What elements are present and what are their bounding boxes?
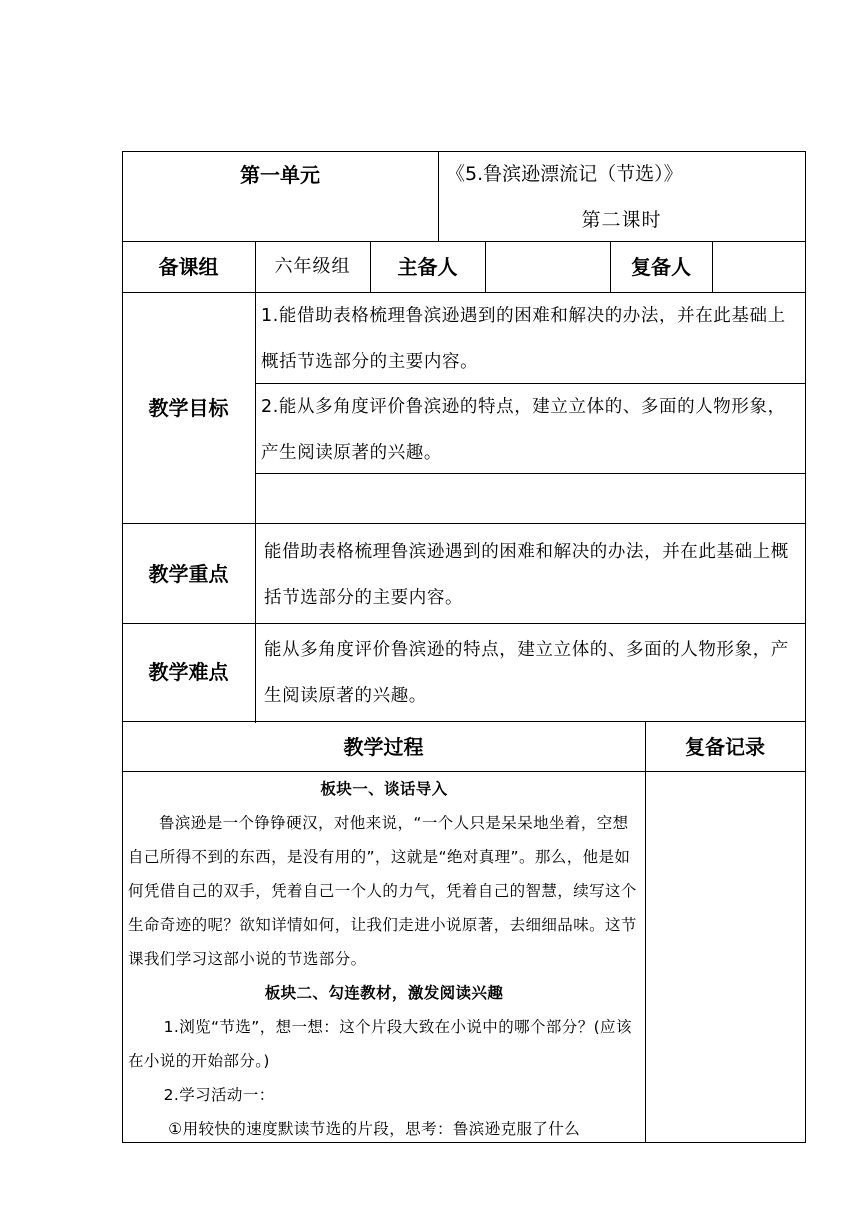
unit-title: 第一单元 bbox=[240, 163, 320, 187]
block1-text: 鲁滨逊是一个铮铮硬汉，对他来说，“一个人只是呆呆地坐着，空想自己所得不到的东西，是没有用的”，这就是“绝对真理”。那么，他是如何凭借自己的双手，凭着自己一个人的力气，凭着自己的智慧，续写这个生命奇迹的呢？欲知详情如何，让我们走进小说原著，去细细品味。这节课我们学习这部小说的节选部分。 bbox=[128, 814, 637, 968]
block1-title: 板块一、谈话导入 bbox=[320, 780, 448, 798]
step-2: 2.学习活动一： bbox=[163, 1086, 275, 1104]
difficulty-text: 能从多角度评价鲁滨逊的特点，建立立体的、多面的人物形象，产生阅读原著的兴趣。 bbox=[264, 640, 789, 706]
record-header: 复备记录 bbox=[685, 735, 765, 759]
objective-item: 1.能借助表格梳理鲁滨逊遇到的困难和解决的办法，并在此基础上概括节选部分的主要内容。 bbox=[261, 306, 786, 372]
lesson-period: 第二课时 bbox=[581, 209, 662, 231]
block2-title: 板块二、勾连教材，激发阅读兴趣 bbox=[264, 984, 504, 1002]
col-divider bbox=[485, 241, 486, 293]
table-border-top bbox=[122, 151, 806, 152]
objective-item: 2.能从多角度评价鲁滨逊的特点，建立立体的、多面的人物形象，产生阅读原著的兴趣。 bbox=[261, 397, 786, 463]
table-border-left bbox=[122, 151, 123, 1143]
reviewer-label: 复备人 bbox=[631, 255, 691, 279]
objectives-label: 教学目标 bbox=[148, 396, 229, 420]
key-point-label: 教学重点 bbox=[148, 562, 229, 586]
process-content bbox=[128, 772, 640, 1146]
row-divider bbox=[122, 523, 806, 524]
main-preparer-label: 主备人 bbox=[397, 255, 458, 279]
difficulty-label: 教学难点 bbox=[148, 660, 229, 684]
prep-group-label: 备课组 bbox=[158, 255, 219, 279]
row-divider bbox=[122, 623, 806, 624]
col-divider bbox=[712, 241, 713, 293]
col-divider bbox=[255, 241, 256, 723]
prep-group-value: 六年级组 bbox=[274, 256, 351, 277]
step-1: 1.浏览“节选”，想一想：这个片段大致在小说中的哪个部分？(应该在小说的开始部分。) bbox=[128, 1018, 632, 1070]
key-point-text: 能借助表格梳理鲁滨逊遇到的困难和解决的办法，并在此基础上概括节选部分的主要内容。 bbox=[264, 542, 789, 608]
process-header: 教学过程 bbox=[343, 735, 424, 759]
table-border-right bbox=[805, 151, 806, 1143]
step-2-1: ①用较快的速度默读节选的片段，思考：鲁滨逊克服了什么 bbox=[168, 1120, 581, 1138]
lesson-title: 《5.鲁滨逊漂流记（节选）》 bbox=[446, 163, 683, 185]
col-divider bbox=[645, 721, 646, 1143]
